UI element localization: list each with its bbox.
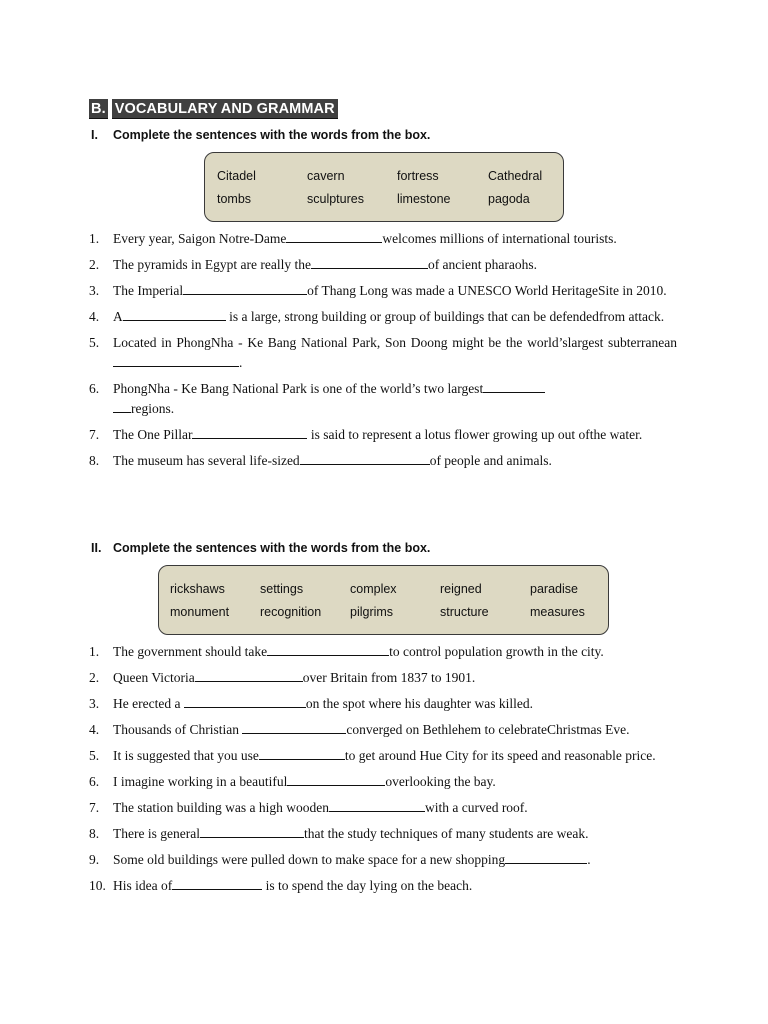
sentence-end: welcomes millions of international tourists. (382, 231, 617, 246)
item-number: 2. (89, 670, 100, 685)
sentence-start: The One Pillar (113, 427, 193, 442)
word-box-1-word: tombs (217, 191, 252, 206)
section-title: VOCABULARY AND GRAMMAR (112, 99, 338, 119)
sentence-start: The Imperial (113, 283, 184, 298)
answer-blank[interactable] (300, 451, 430, 465)
word-box-1-word: cavern (307, 168, 345, 183)
part1-instruction (91, 128, 430, 142)
sentence-item (89, 694, 677, 714)
sentence-end: to get around Hue City for its speed and reasonable price. (344, 748, 656, 763)
part2-instruction (91, 541, 430, 555)
item-number: 6. (89, 774, 100, 789)
section-letter: B. (89, 99, 108, 119)
answer-blank[interactable] (123, 307, 226, 321)
part1-roman: I. (91, 128, 98, 142)
sentence-end: . (239, 355, 243, 370)
sentence-item (89, 425, 677, 445)
sentence-end: on the spot where his daughter was killed. (305, 696, 534, 711)
answer-blank[interactable] (195, 668, 303, 682)
word-box-2-word: measures (530, 604, 585, 619)
answer-blank[interactable] (483, 379, 545, 393)
sentence-end: with a curved roof. (424, 800, 528, 815)
sentence-end: of ancient pharaohs. (427, 257, 538, 272)
section-heading (89, 99, 338, 119)
sentence-start: I imagine working in a beautiful (113, 774, 288, 789)
part2-instruction-text: Complete the sentences with the words from the box. (113, 541, 431, 555)
word-box-1-word: fortress (397, 168, 439, 183)
part2-roman: II. (91, 541, 102, 555)
sentence-start: His idea of (113, 878, 173, 893)
sentence-item (89, 255, 677, 275)
sentence-end: is a large, strong building or group of buildings that can be defendedfrom attack. (225, 309, 665, 324)
answer-blank[interactable] (172, 876, 262, 890)
sentence-start: It is suggested that you use (113, 748, 259, 763)
answer-blank[interactable] (311, 255, 428, 269)
word-box-2-word: reigned (440, 581, 482, 596)
item-number: 3. (89, 696, 100, 711)
word-box-2-word: complex (350, 581, 397, 596)
sentence-start: The museum has several life-sized (113, 453, 300, 468)
sentence-start: PhongNha - Ke Bang National Park is one of the world’s two largest (113, 381, 484, 396)
sentence-end: of people and animals. (429, 453, 552, 468)
sentence-item (89, 798, 677, 818)
answer-blank[interactable] (200, 824, 304, 838)
answer-blank[interactable] (184, 694, 306, 708)
sentence-item (89, 229, 677, 249)
answer-blank[interactable] (287, 772, 385, 786)
sentence-item (89, 746, 677, 766)
sentence-start: The government should take (113, 644, 268, 659)
sentence-end: is said to represent a lotus flower growing up out ofthe water. (307, 427, 643, 442)
item-number: 2. (89, 257, 100, 272)
answer-blank[interactable] (259, 746, 345, 760)
item-number: 5. (89, 335, 100, 350)
sentence-item (89, 772, 677, 792)
sentence-start: Queen Victoria (113, 670, 195, 685)
part1-sentence-list (89, 229, 677, 477)
sentence-item (89, 451, 677, 471)
answer-blank[interactable] (267, 642, 389, 656)
word-box-1 (204, 152, 564, 222)
sentence-end: over Britain from 1837 to 1901. (302, 670, 476, 685)
sentence-end: overlooking the bay. (385, 774, 496, 789)
answer-blank[interactable] (286, 229, 382, 243)
sentence-end: that the study techniques of many students are weak. (303, 826, 589, 841)
item-number: 6. (89, 381, 100, 396)
item-number: 3. (89, 283, 100, 298)
sentence-item (89, 850, 677, 870)
sentence-item (89, 307, 677, 327)
sentence-item (89, 720, 677, 740)
sentence-item (89, 824, 677, 844)
sentence-start: The station building was a high wooden (113, 800, 329, 815)
word-box-2-word: paradise (530, 581, 578, 596)
sentence-item (89, 379, 677, 419)
item-number: 8. (89, 453, 100, 468)
word-box-1-word: limestone (397, 191, 451, 206)
sentence-start: He erected a (113, 696, 184, 711)
sentence-end: regions. (131, 401, 175, 416)
sentence-item (89, 876, 677, 896)
word-box-2-word: pilgrims (350, 604, 394, 619)
answer-blank[interactable] (242, 720, 346, 734)
sentence-item (89, 668, 677, 688)
item-number: 4. (89, 309, 100, 324)
item-number: 5. (89, 748, 100, 763)
sentence-item (89, 333, 677, 373)
sentence-start: A (113, 309, 123, 324)
item-number: 1. (89, 231, 100, 246)
word-box-2-word: settings (260, 581, 304, 596)
item-number: 10. (89, 878, 106, 893)
word-box-1-word: sculptures (307, 191, 364, 206)
word-box-1-word: pagoda (488, 191, 530, 206)
sentence-start: Some old buildings were pulled down to make space for a new shopping (113, 852, 506, 867)
item-number: 7. (89, 800, 100, 815)
part2-sentence-list (89, 642, 677, 902)
sentence-end: is to spend the day lying on the beach. (262, 878, 473, 893)
part1-instruction-text: Complete the sentences with the words from the box. (113, 128, 431, 142)
sentence-end: of Thang Long was made a UNESCO World HeritageSite in 2010. (307, 283, 667, 298)
word-box-1-word: Citadel (217, 168, 256, 183)
sentence-item (89, 281, 677, 301)
answer-blank[interactable] (183, 281, 307, 295)
item-number: 4. (89, 722, 100, 737)
sentence-start: The pyramids in Egypt are really the (113, 257, 311, 272)
answer-blank[interactable] (329, 798, 425, 812)
answer-blank[interactable] (505, 850, 587, 864)
answer-blank[interactable] (113, 353, 239, 367)
sentence-start: Located in PhongNha - Ke Bang National Park, Son Doong might be the world’slargest subterranean (113, 335, 677, 350)
sentence-start: Every year, Saigon Notre-Dame (113, 231, 287, 246)
word-box-2 (158, 565, 609, 635)
sentence-item (89, 642, 677, 662)
answer-blank-continued[interactable] (113, 399, 131, 413)
word-box-2-word: rickshaws (170, 581, 225, 596)
word-box-1-word: Cathedral (488, 168, 543, 183)
item-number: 8. (89, 826, 100, 841)
answer-blank[interactable] (192, 425, 307, 439)
sentence-end: to control population growth in the city. (389, 644, 604, 659)
sentence-start: There is general (113, 826, 200, 841)
item-number: 9. (89, 852, 100, 867)
word-box-2-word: recognition (260, 604, 322, 619)
sentence-start: Thousands of Christian (113, 722, 243, 737)
sentence-end: . (587, 852, 591, 867)
word-box-2-word: monument (170, 604, 230, 619)
item-number: 1. (89, 644, 100, 659)
sentence-end: converged on Bethlehem to celebrateChristmas Eve. (346, 722, 630, 737)
item-number: 7. (89, 427, 100, 442)
word-box-2-word: structure (440, 604, 489, 619)
